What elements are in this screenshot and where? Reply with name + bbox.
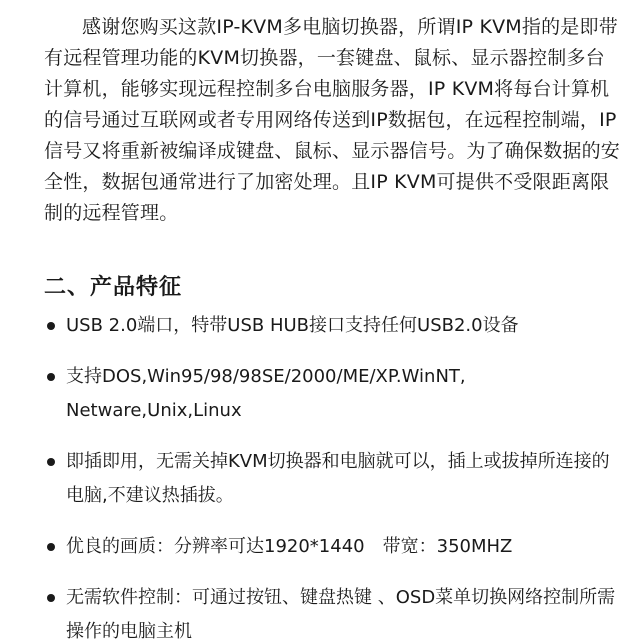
feature-item [44,581,624,641]
bullet-icon [47,594,55,602]
intro-paragraph: 感谢您购买这款IP-KVM多电脑切换器，所谓IP KVM指的是即带有远程管理功能的KVM切换器，一套键盘、鼠标、显示器控制多台计算机，能够实现远程控制多台电脑服务器，IP KVM将每台计算机的信号通过互联网或者专用网络传送到IP数据包，在远程控制端，IP信号又将重新被编译成键盘、鼠标、显示器信号。为了确保数据的安全性，数据包通常进行了加密处理。且IP KVM可提供不受限距离限制的远程管理。 [44,16,621,224]
bullet-icon [47,458,55,466]
feature-text: USB 2.0端口，特带USB HUB接口支持任何USB2.0设备 [66,315,519,336]
feature-text: 支持DOS,Win95/98/98SE/2000/ME/XP.WinNT, Netware,Unix,Linux [66,366,466,421]
feature-text: 无需软件控制：可通过按钮、键盘热键 、OSD菜单切换网络控制所需操作的电脑主机 [66,587,616,641]
bullet-icon [47,543,55,551]
feature-text: 即插即用，无需关掉KVM切换器和电脑就可以，插上或拔掉所连接的电脑,不建议热插拔。 [66,451,610,506]
feature-text: 优良的画质：分辨率可达1920*1440 带宽：350MHZ [66,536,513,557]
feature-item [44,530,624,564]
section-title: 二、产品特征 [44,275,183,300]
bullet-icon [47,322,55,330]
feature-list [44,309,624,641]
feature-item [44,360,624,428]
feature-item [44,445,624,513]
bullet-icon [47,373,55,381]
feature-item [44,309,624,343]
